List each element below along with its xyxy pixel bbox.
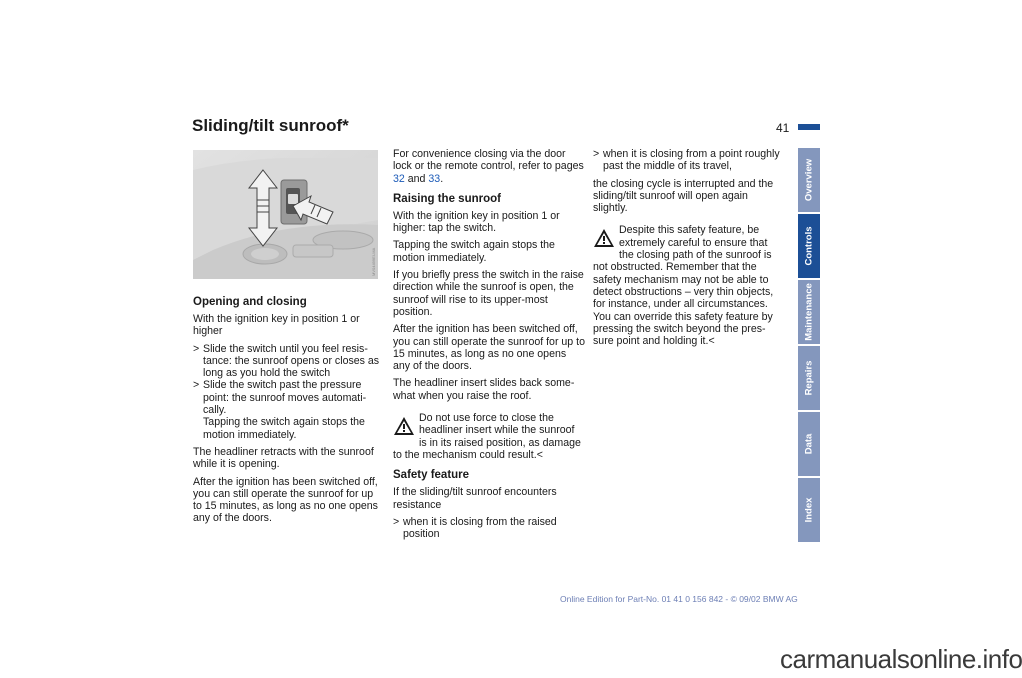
tab-label: Maintenance bbox=[803, 283, 815, 341]
warning-triangle-icon bbox=[593, 228, 615, 248]
list-item-continuation: Tapping the switch again stops the motion immediately. bbox=[203, 416, 365, 441]
warning-triangle-icon bbox=[393, 416, 415, 436]
page-link-32[interactable]: 32 bbox=[393, 172, 405, 185]
bullet-marker: > bbox=[593, 148, 600, 160]
tab-label: Overview bbox=[803, 158, 815, 202]
list-item-text: when it is closing from a point roughly past the middle of its travel, bbox=[603, 148, 780, 173]
footer-edition: Online Edition for Part-No. 01 41 0 156 842 - © 09/02 BMW AG bbox=[560, 594, 798, 604]
bullet-marker: > bbox=[193, 379, 200, 392]
tab-label: Index bbox=[803, 497, 815, 523]
bullet-marker: > bbox=[193, 342, 200, 355]
paragraph: Tapping the switch again stops the motion immediately. bbox=[393, 239, 555, 264]
page-number: 41 bbox=[776, 121, 790, 135]
tab-label: Data bbox=[803, 433, 815, 455]
tab-controls[interactable] bbox=[798, 214, 820, 278]
tab-label: Repairs bbox=[803, 360, 815, 396]
list-item-text: Slide the switch until you feel resis-tance: the sunroof opens or closes as long as you hold the switch bbox=[203, 342, 380, 380]
list-item bbox=[593, 148, 785, 173]
list-item-text: when it is closing from the raised position bbox=[403, 515, 557, 541]
paragraph: The headliner retracts with the sunroof while it is opening. bbox=[193, 445, 374, 471]
tab-repairs[interactable] bbox=[798, 346, 820, 410]
section-tabs bbox=[798, 148, 820, 544]
text: For convenience closing via the door lock or the remote control, refer to pages bbox=[393, 148, 584, 173]
end-mark: < bbox=[708, 335, 715, 348]
sunroof-switch-figure bbox=[193, 150, 378, 279]
list-item bbox=[193, 379, 383, 416]
heading-raising-sunroof: Raising the sunroof bbox=[393, 192, 501, 205]
list-item-text: Slide the switch past the pressure point: the sunroof moves automati-cally. bbox=[203, 379, 367, 417]
paragraph: If the sliding/tilt sunroof encounters resistance bbox=[393, 486, 557, 511]
text: . bbox=[440, 172, 444, 185]
sunroof-switch-illustration bbox=[193, 150, 378, 279]
tab-label: Controls bbox=[803, 226, 815, 266]
warning-text: You can override this safety feature by pressing the switch beyond the pres-sure point and holding it. bbox=[593, 310, 773, 348]
watermark: carmanualsonline.info bbox=[780, 644, 1022, 674]
column-3 bbox=[593, 148, 785, 352]
end-mark: < bbox=[536, 448, 543, 461]
page-title: Sliding/tilt sunroof* bbox=[192, 116, 349, 135]
paragraph: With the ignition key in position 1 or higher bbox=[193, 313, 360, 338]
list-item bbox=[393, 516, 585, 541]
warning-text: Despite this safety feature, be extremely careful to ensure that the closing path of the sunroof is not obstructed. Remember that the safety mechanism may not be able to detect obstructions – very thin objects, for instance, under all circumstances. bbox=[593, 224, 774, 311]
warning-note bbox=[593, 224, 785, 347]
bullet-marker: > bbox=[393, 515, 400, 528]
tab-maintenance[interactable] bbox=[798, 280, 820, 344]
paragraph-convenience-closing bbox=[393, 148, 585, 185]
paragraph: With the ignition key in position 1 or higher: tap the switch. bbox=[393, 209, 560, 235]
heading-safety-feature: Safety feature bbox=[393, 469, 470, 482]
column-2 bbox=[393, 148, 585, 540]
figure-code: MV04499EI-MA bbox=[371, 247, 376, 276]
text: and bbox=[407, 172, 426, 185]
list-item bbox=[193, 343, 383, 380]
paragraph: the closing cycle is interrupted and the sliding/tilt sunroof will open again slightly. bbox=[593, 177, 774, 215]
column-1 bbox=[193, 296, 383, 530]
warning-note bbox=[393, 412, 585, 461]
page-number-bar bbox=[798, 124, 820, 130]
paragraph: The headliner insert slides back some-what when you raise the roof. bbox=[393, 377, 575, 402]
page-link-33[interactable]: 33 bbox=[428, 172, 441, 185]
paragraph: After the ignition has been switched off, you can still operate the sunroof for up to 15 minutes, as long as no one opens any of the doors. bbox=[393, 323, 585, 373]
paragraph: After the ignition has been switched off, you can still operate the sunroof for up to 15 minutes, as long as no one opens any of the doors. bbox=[193, 475, 378, 525]
heading-opening-closing: Opening and closing bbox=[193, 296, 307, 308]
tab-data[interactable] bbox=[798, 412, 820, 476]
tab-overview[interactable] bbox=[798, 148, 820, 212]
warning-text: Do not use force to close the headliner insert while the sunroof is in its raised position, as damage to the mechanism could result. bbox=[393, 412, 581, 461]
tab-index[interactable] bbox=[798, 478, 820, 542]
paragraph: If you briefly press the switch in the raise direction while the sunroof is open, the sunroof will rise to its upper-most position. bbox=[393, 269, 584, 318]
